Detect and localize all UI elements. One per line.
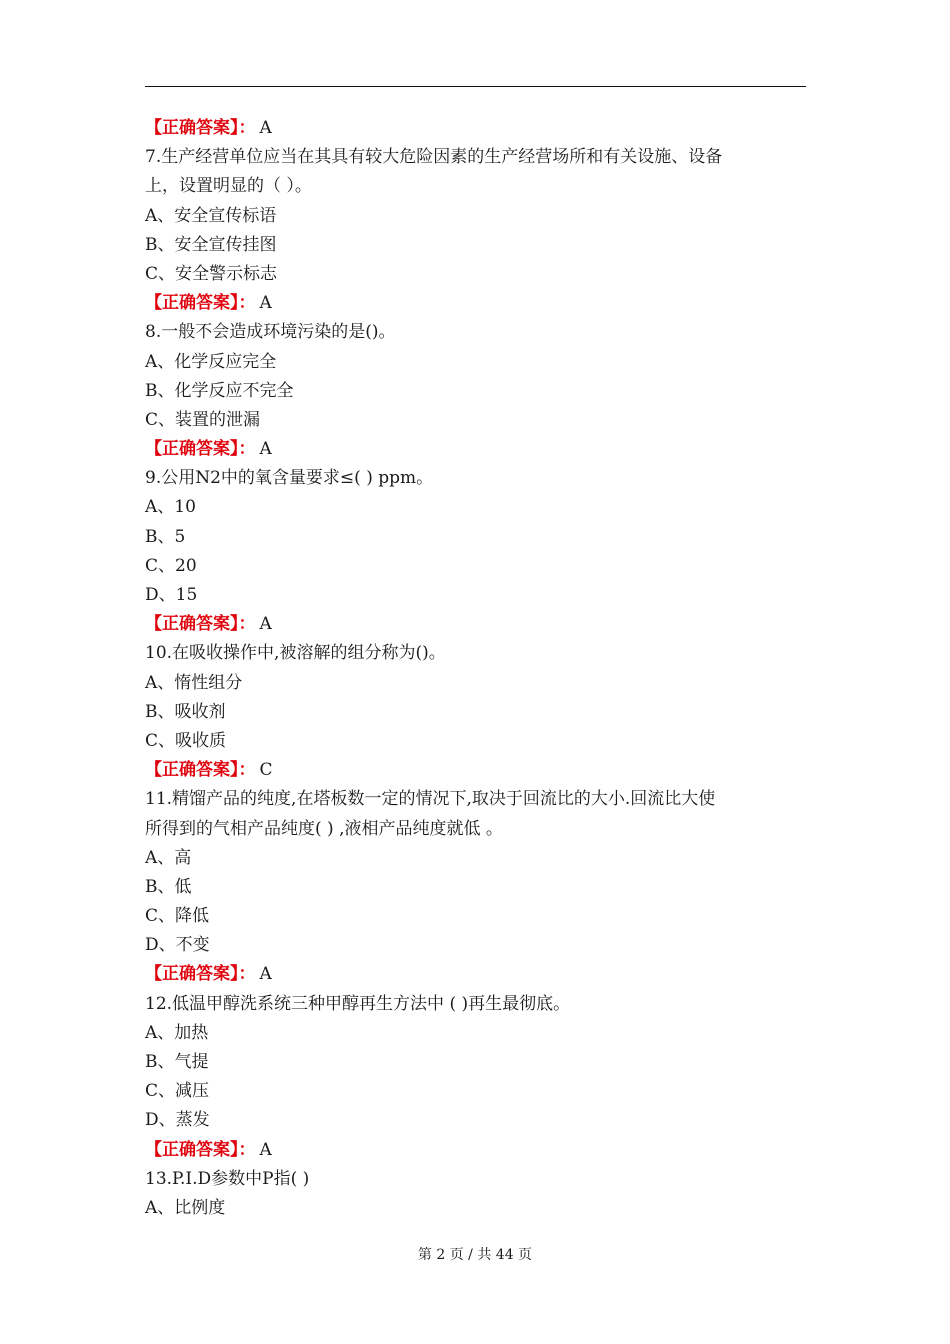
answer-label: 【正确答案】： [145,439,256,460]
option-c: C、减压 [145,1081,210,1102]
answer-label: 【正确答案】： [145,614,256,635]
question-10 [145,639,810,785]
question-11 [145,785,810,989]
question-stem-line: 10.在吸收操作中,被溶解的组分称为()。 [145,643,446,664]
answer-line [145,289,810,318]
answer-value: A [259,1139,272,1160]
question-7 [145,143,810,318]
question-stem-line: 所得到的气相产品纯度( ) ,液相产品纯度就低 。 [145,818,503,839]
option-b: B、化学反应不完全 [145,380,294,401]
option-c: C、安全警示标志 [145,263,278,284]
answer-label: 【正确答案】： [145,293,256,314]
question-12 [145,990,810,1165]
question-stem-line: 上，设置明显的（ ）。 [145,176,312,197]
option-c: C、吸收质 [145,730,227,751]
answer-line [145,960,810,989]
answer-line-q6 [145,114,810,143]
answer-line [145,435,810,464]
option-b: B、低 [145,876,192,897]
answer-value: A [259,293,272,314]
answer-label: 【正确答案】： [145,760,256,781]
option-d: D、蒸发 [145,1110,210,1131]
option-c: C、20 [145,555,197,576]
answer-line [145,756,810,785]
answer-value: A [259,439,272,460]
answer-label: 【正确答案】： [145,118,256,138]
option-b: B、吸收剂 [145,701,226,722]
question-stem-line: 9.公用N2中的氧含量要求≤( ) ppm。 [145,468,434,489]
question-stem-line: 7.生产经营单位应当在其具有较大危险因素的生产经营场所和有关设施、设备 [145,147,723,168]
option-b: B、安全宣传挂图 [145,234,277,255]
option-a: A、比例度 [145,1197,226,1218]
answer-value: A [259,118,272,138]
page-footer: 第 2 页 / 共 44 页 [417,1247,533,1263]
question-8 [145,318,810,464]
header-rule [145,86,806,87]
option-c: C、装置的泄漏 [145,409,261,430]
option-b: B、气提 [145,1052,209,1072]
question-9 [145,464,810,639]
option-a: A、安全宣传标语 [145,205,277,226]
option-a: A、高 [145,847,192,868]
answer-line [145,610,810,639]
option-a: A、化学反应完全 [145,351,277,372]
option-d: D、不变 [145,935,210,956]
answer-label: 【正确答案】： [145,964,256,985]
answer-value: A [259,964,272,985]
document-body [145,114,810,1223]
option-a: A、10 [145,497,196,518]
option-a: A、加热 [145,1022,209,1043]
answer-value: C [259,760,273,781]
question-13 [145,1165,810,1223]
answer-line [145,1136,810,1165]
answer-label: 【正确答案】： [145,1139,256,1160]
option-c: C、降低 [145,906,210,927]
question-stem-line: 13.P.I.D参数中P指( ) [145,1168,310,1189]
question-stem-line: 11.精馏产品的纯度,在塔板数一定的情况下,取决于回流比的大小.回流比大使 [145,789,716,810]
question-stem-line: 12.低温甲醇洗系统三种甲醇再生方法中 ( )再生最彻底。 [145,993,571,1014]
answer-value: A [259,614,272,635]
question-stem-line: 8.一般不会造成环境污染的是()。 [145,322,396,343]
option-b: B、5 [145,526,186,547]
option-d: D、15 [145,585,198,605]
option-a: A、惰性组分 [145,672,243,693]
